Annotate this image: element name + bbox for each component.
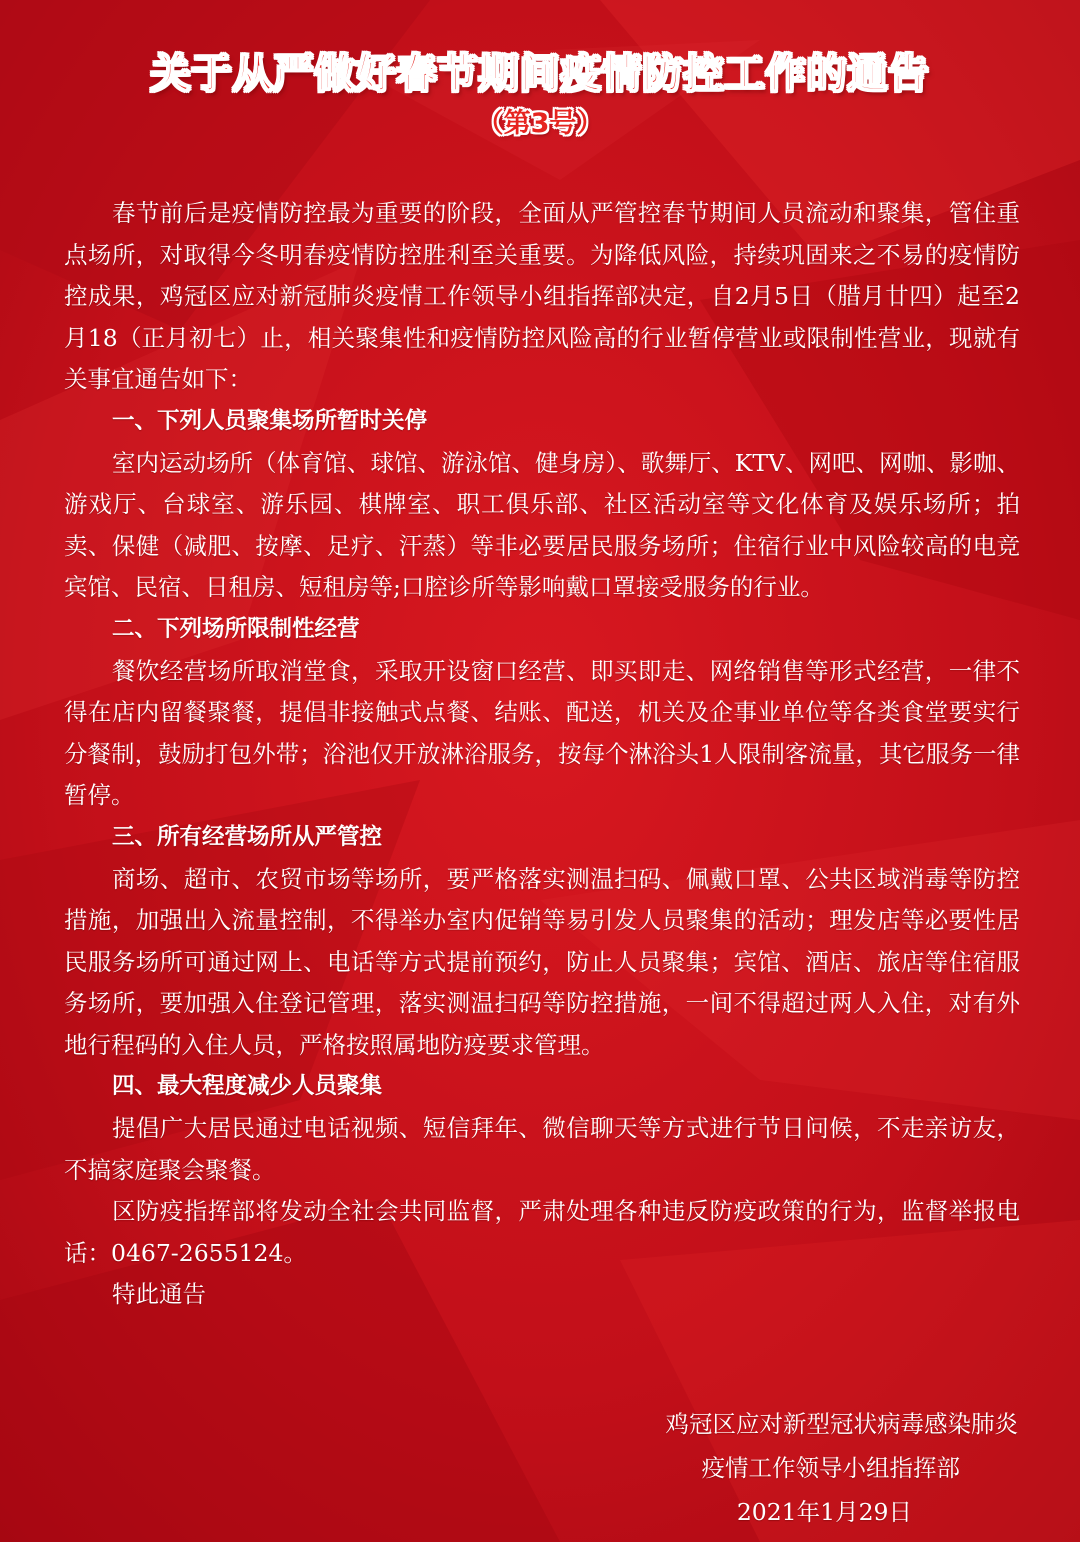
section-heading: 一、下列人员聚集场所暂时关停 [112,407,428,434]
section-heading: 三、所有经营场所从严管控 [112,823,383,850]
notice-body [64,193,1020,1316]
notice-title: 关于从严做好春节期间疫情防控工作的通告 [150,51,930,97]
section-paragraph: 室内运动场所（体育馆、球馆、游泳馆、健身房）、歌舞厅、KTV、网吧、网咖、影咖、游戏厅、台球室、游乐园、棋牌室、职工俱乐部、社区活动室等文化体育及娱乐场所；拍卖、保健（减肥、按摩、足疗、汗蒸）等非必要居民服务场所；住宿行业中风险较高的电竞宾馆、民宿、日租房、短租房等;口腔诊所等影响戴口罩接受服务的行业。 [64,448,1020,602]
issue-date: 2021年1月29日 [736,1498,912,1526]
issuer-line-2: 疫情工作领导小组指挥部 [701,1454,960,1482]
section-paragraph: 餐饮经营场所取消堂食，采取开设窗口经营、即买即走、网络销售等形式经营，一律不得在店内留餐聚餐，提倡非接触式点餐、结账、配送，机关及企事业单位等各类食堂要实行分餐制，鼓励打包外带；浴池仅开放淋浴服务，按每个淋浴头1人限制客流量，其它服务一律暂停。 [64,656,1020,810]
section-heading: 二、下列场所限制性经营 [112,615,360,642]
signature-block [518,1402,1018,1534]
section-paragraph: 提倡广大居民通过电话视频、短信拜年、微信聊天等方式进行节日问候，不走亲访友，不搞家庭聚会聚餐。 [64,1114,1020,1184]
section-paragraph: 商场、超市、农贸市场等场所，要严格落实测温扫码、佩戴口罩、公共区域消毒等防控措施，加强出入流量控制，不得举办室内促销等易引发人员聚集的活动；理发店等必要性居民服务场所可通过网上、电话等方式提前预约，防止人员聚集；宾馆、酒店、旅店等住宿服务场所，要加强入住登记管理，落实测温扫码等防控措施，一间不得超过两人入住，对有外地行程码的入住人员，严格按照属地防疫要求管理。 [64,864,1020,1059]
closing-line: 特此通告 [112,1280,206,1309]
notice-number: （第3号） [476,108,604,139]
supervision-paragraph: 区防疫指挥部将发动全社会共同监督，严肃处理各种违反防疫政策的行为，监督举报电话：0467-2655124。 [64,1197,1020,1267]
section-heading: 四、最大程度减少人员聚集 [112,1073,383,1100]
intro-paragraph: 春节前后是疫情防控最为重要的阶段，全面从严管控春节期间人员流动和聚集，管住重点场所，对取得今冬明春疫情防控胜利至关重要。为降低风险，持续巩固来之不易的疫情防控成果，鸡冠区应对新冠肺炎疫情工作领导小组指挥部决定，自2月5日（腊月廿四）起至2月18（正月初七）止，相关聚集性和疫情防控风险高的行业暂停营业或限制性营业，现就有关事宜通告如下： [64,199,1020,394]
issuer-line-1: 鸡冠区应对新型冠状病毒感染肺炎 [665,1410,1018,1438]
